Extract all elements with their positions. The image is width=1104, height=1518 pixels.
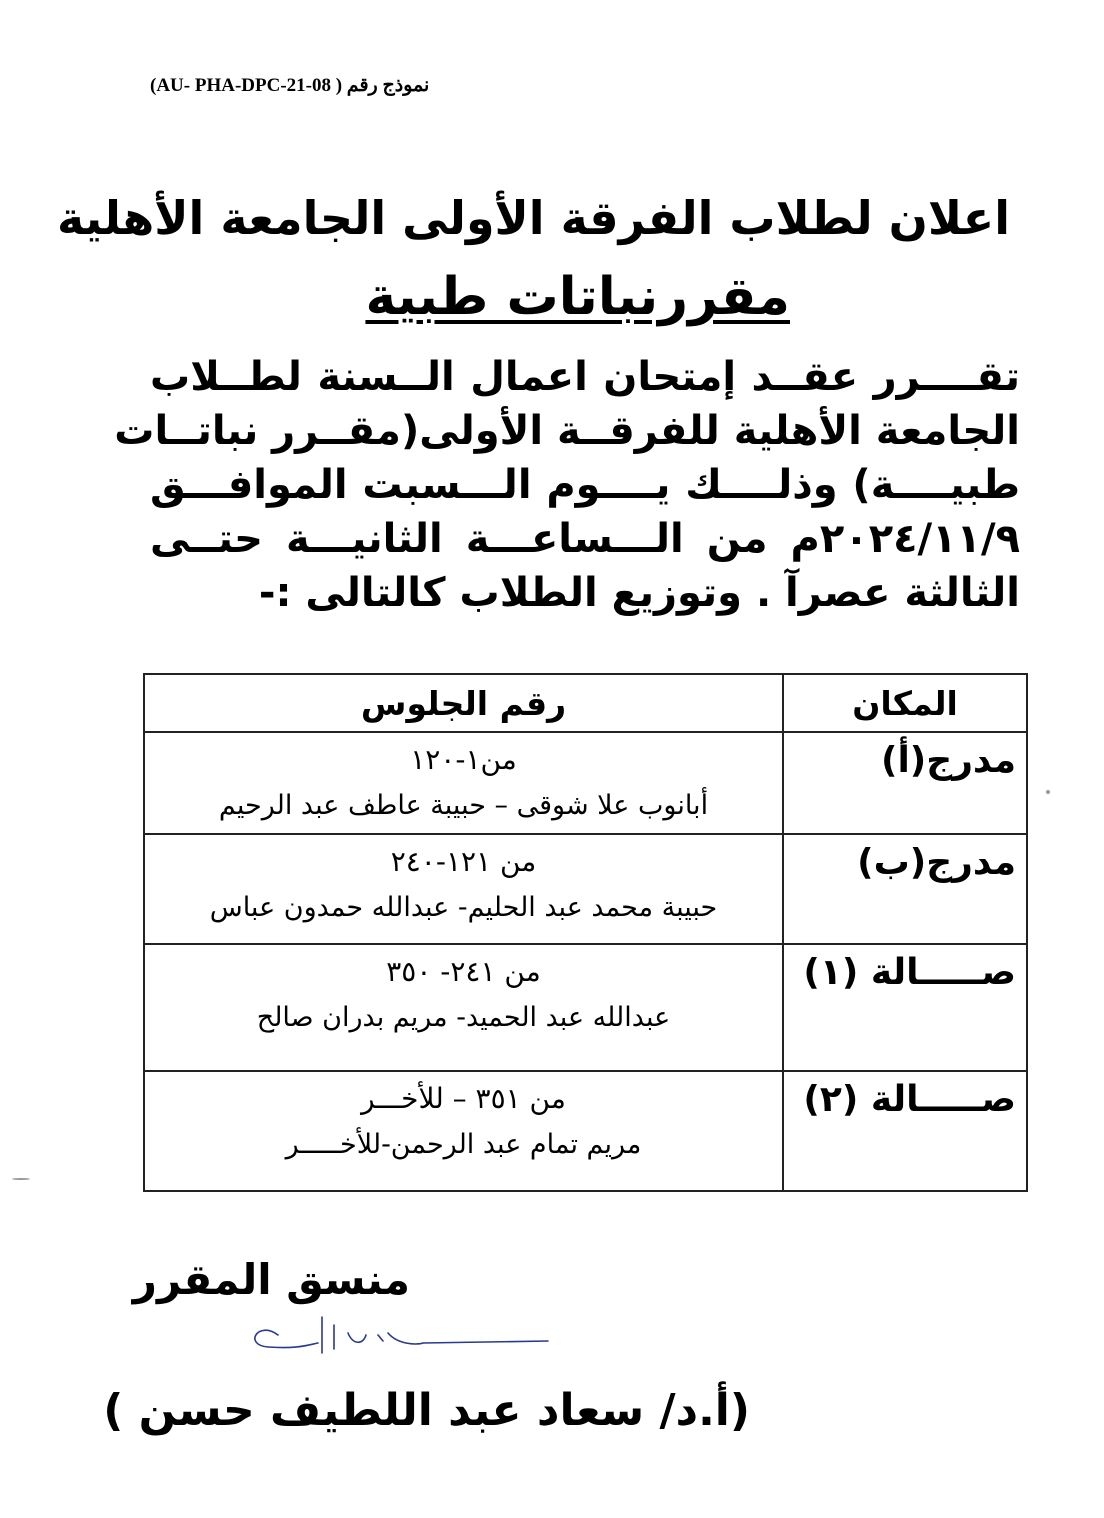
body-line: الجامعة الأهلية للفرقــة الأولى(مقــرر نباتــات xyxy=(114,408,1020,454)
name-range: مريم تمام عبد الرحمن-للأخـــــر xyxy=(285,1129,642,1160)
place-cell: مدرج(أ) xyxy=(783,732,1027,834)
seats-cell xyxy=(144,732,783,834)
table-row xyxy=(144,1071,1027,1191)
seat-range: من ٣٥١ – للأخـــر xyxy=(361,1082,566,1115)
header-place: المكان xyxy=(783,674,1027,732)
seats-cell xyxy=(144,944,783,1071)
announcement-body xyxy=(114,350,1020,620)
header-seat-number: رقم الجلوس xyxy=(144,674,783,732)
place-cell: صـــــالة (٢) xyxy=(783,1071,1027,1191)
body-line: تقــــرر عقــد إمتحان اعمال الــسنة لطــلاب xyxy=(150,354,1020,400)
seats-cell xyxy=(144,1071,783,1191)
place-cell: صـــــالة (١) xyxy=(783,944,1027,1071)
name-range: حبيبة محمد عبد الحليم- عبدالله حمدون عباس xyxy=(209,892,718,923)
signer-name: (أ.د/ سعاد عبد اللطيف حسن ) xyxy=(103,1385,750,1436)
place-cell: مدرج(ب) xyxy=(783,834,1027,944)
table-row xyxy=(144,834,1027,944)
body-line: الثالثة عصرآ . وتوزيع الطلاب كالتالى :- xyxy=(258,570,1020,616)
scan-speck xyxy=(1046,790,1050,794)
table-header-row xyxy=(144,674,1027,732)
course-subtitle: مقررنباتات طبية xyxy=(365,267,790,327)
name-range: عبدالله عبد الحميد- مريم بدران صالح xyxy=(256,1002,671,1033)
body-line: ٢٠٢٤/١١/٩م من الـــساعـــة الثانيـــة حتــى xyxy=(150,516,1020,562)
handwritten-signature-icon xyxy=(238,1305,558,1365)
announcement-title: اعلان لطلاب الفرقة الأولى الجامعة الأهلية xyxy=(56,191,1010,245)
seats-cell xyxy=(144,834,783,944)
name-range: أبانوب علا شوقى – حبيبة عاطف عبد الرحيم xyxy=(218,790,709,821)
coordinator-label: منسق المقرر xyxy=(132,1255,410,1304)
body-line: طبيــــة) وذلــــك يــــوم الـــسبت الموافـــق xyxy=(150,462,1020,508)
seat-range: من ١٢١-٢٤٠ xyxy=(390,845,537,878)
form-code: نموذج رقم ( AU- PHA-DPC-21-08) xyxy=(150,75,430,96)
table-row xyxy=(144,944,1027,1071)
seat-range: من ٢٤١- ٣٥٠ xyxy=(386,955,541,988)
table-row xyxy=(144,732,1027,834)
seat-range: من١-١٢٠ xyxy=(410,743,517,776)
seating-distribution-table xyxy=(143,673,1028,1192)
scan-speck xyxy=(12,1178,30,1180)
